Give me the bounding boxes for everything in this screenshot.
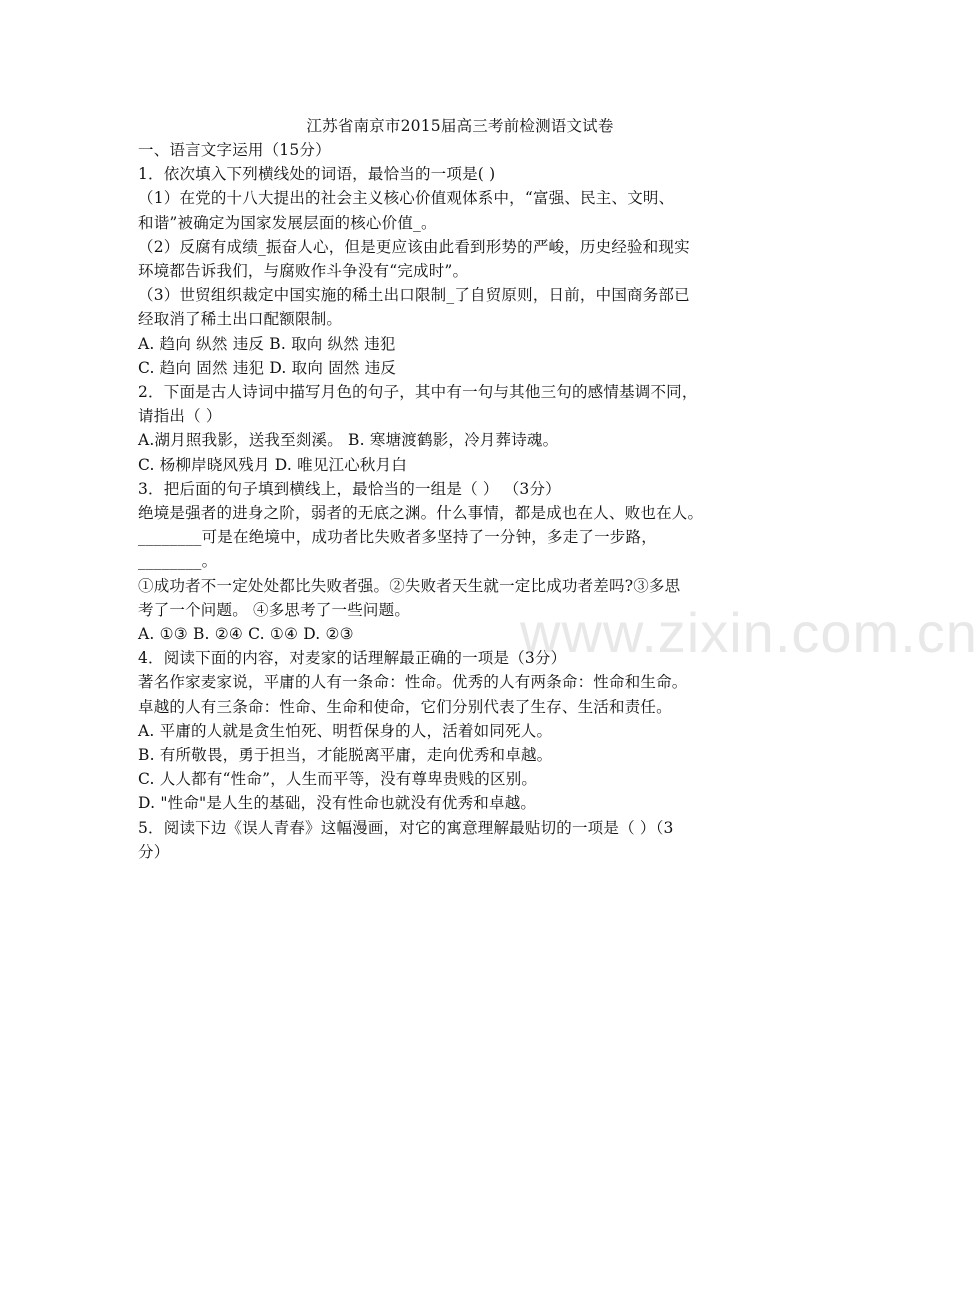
- text-line: 环境都告诉我们，与腐败作斗争没有“完成时”。: [138, 262, 469, 280]
- text-line: ①成功者不一定处处都比失败者强。②失败者天生就一定比成功者差吗?③多思: [138, 576, 681, 595]
- text-line: （2）反腐有成绩_振奋人心，但是更应该由此看到形势的严峻，历史经验和现实: [138, 237, 690, 256]
- text-line: A. ①③ B. ②④ C. ①④ D. ②③: [138, 625, 354, 643]
- text-line: A. 趋向 纵然 违反 B. 取向 纵然 违犯: [138, 334, 396, 353]
- text-line: 1．依次填入下列横线处的词语，最恰当的一项是( ): [138, 165, 496, 184]
- text-line: 4．阅读下面的内容，对麦家的话理解最正确的一项是（3分）: [138, 649, 567, 668]
- document-title: 江苏省南京市2015届高三考前检测语文试卷: [306, 117, 614, 135]
- text-line: 5．阅读下边《误人青春》这幅漫画，对它的寓意理解最贴切的一项是（ ）（3: [138, 818, 674, 837]
- text-line: 卓越的人有三条命：性命、生命和使命，它们分别代表了生存、生活和责任。: [138, 697, 672, 716]
- text-line: 经取消了稀土出口配额限制。: [138, 310, 343, 329]
- text-line: C. 人人都有“性命”，人生而平等，没有尊卑贵贱的区别。: [138, 770, 538, 789]
- watermark: www.zixin.com.cn: [520, 601, 978, 664]
- text-line: A. 平庸的人就是贪生怕死、明哲保身的人，活着如同死人。: [138, 721, 553, 740]
- text-line: 考了一个问题。 ④多思考了一些问题。: [138, 600, 411, 619]
- text-line: C. 杨柳岸晓风残月 D. 唯见江心秋月白: [138, 455, 408, 474]
- text-line: 分）: [138, 842, 170, 861]
- text-line: （1）在党的十八大提出的社会主义核心价值观体系中，“富强、民主、文明、: [138, 189, 675, 208]
- text-line: D. "性命"是人生的基础，没有性命也就没有优秀和卓越。: [138, 794, 537, 813]
- text-line: 著名作家麦家说，平庸的人有一条命：性命。优秀的人有两条命：性命和生命。: [138, 673, 688, 692]
- text-line: B. 有所敬畏，勇于担当，才能脱离平庸，走向优秀和卓越。: [138, 746, 553, 764]
- text-line: （3）世贸组织裁定中国实施的稀土出口限制_了自贸原则，日前，中国商务部已: [138, 286, 690, 305]
- text-line: 3．把后面的句子填到横线上，最恰当的一组是（ ） （3分）: [138, 479, 561, 498]
- text-line: 绝境是强者的进身之阶，弱者的无底之渊。什么事情，都是成也在人、败也在人。: [138, 504, 704, 522]
- text-line: C. 趋向 固然 违犯 D. 取向 固然 违反: [138, 358, 397, 377]
- text-line: ________可是在绝境中，成功者比失败者多坚持了一分钟，多走了一步路，: [138, 528, 657, 547]
- text-line: 2．下面是古人诗词中描写月色的句子，其中有一句与其他三句的感情基调不同，: [138, 383, 698, 401]
- text-line: ________。: [138, 552, 218, 571]
- text-line: 一、语言文字运用（15分）: [138, 141, 331, 159]
- text-line: 请指出（ ）: [138, 407, 222, 426]
- text-line: 和谐”被确定为国家发展层面的核心价值_。: [138, 213, 437, 232]
- text-line: A.湖月照我影，送我至剡溪。 B. 寒塘渡鹤影，冷月葬诗魂。: [138, 431, 559, 450]
